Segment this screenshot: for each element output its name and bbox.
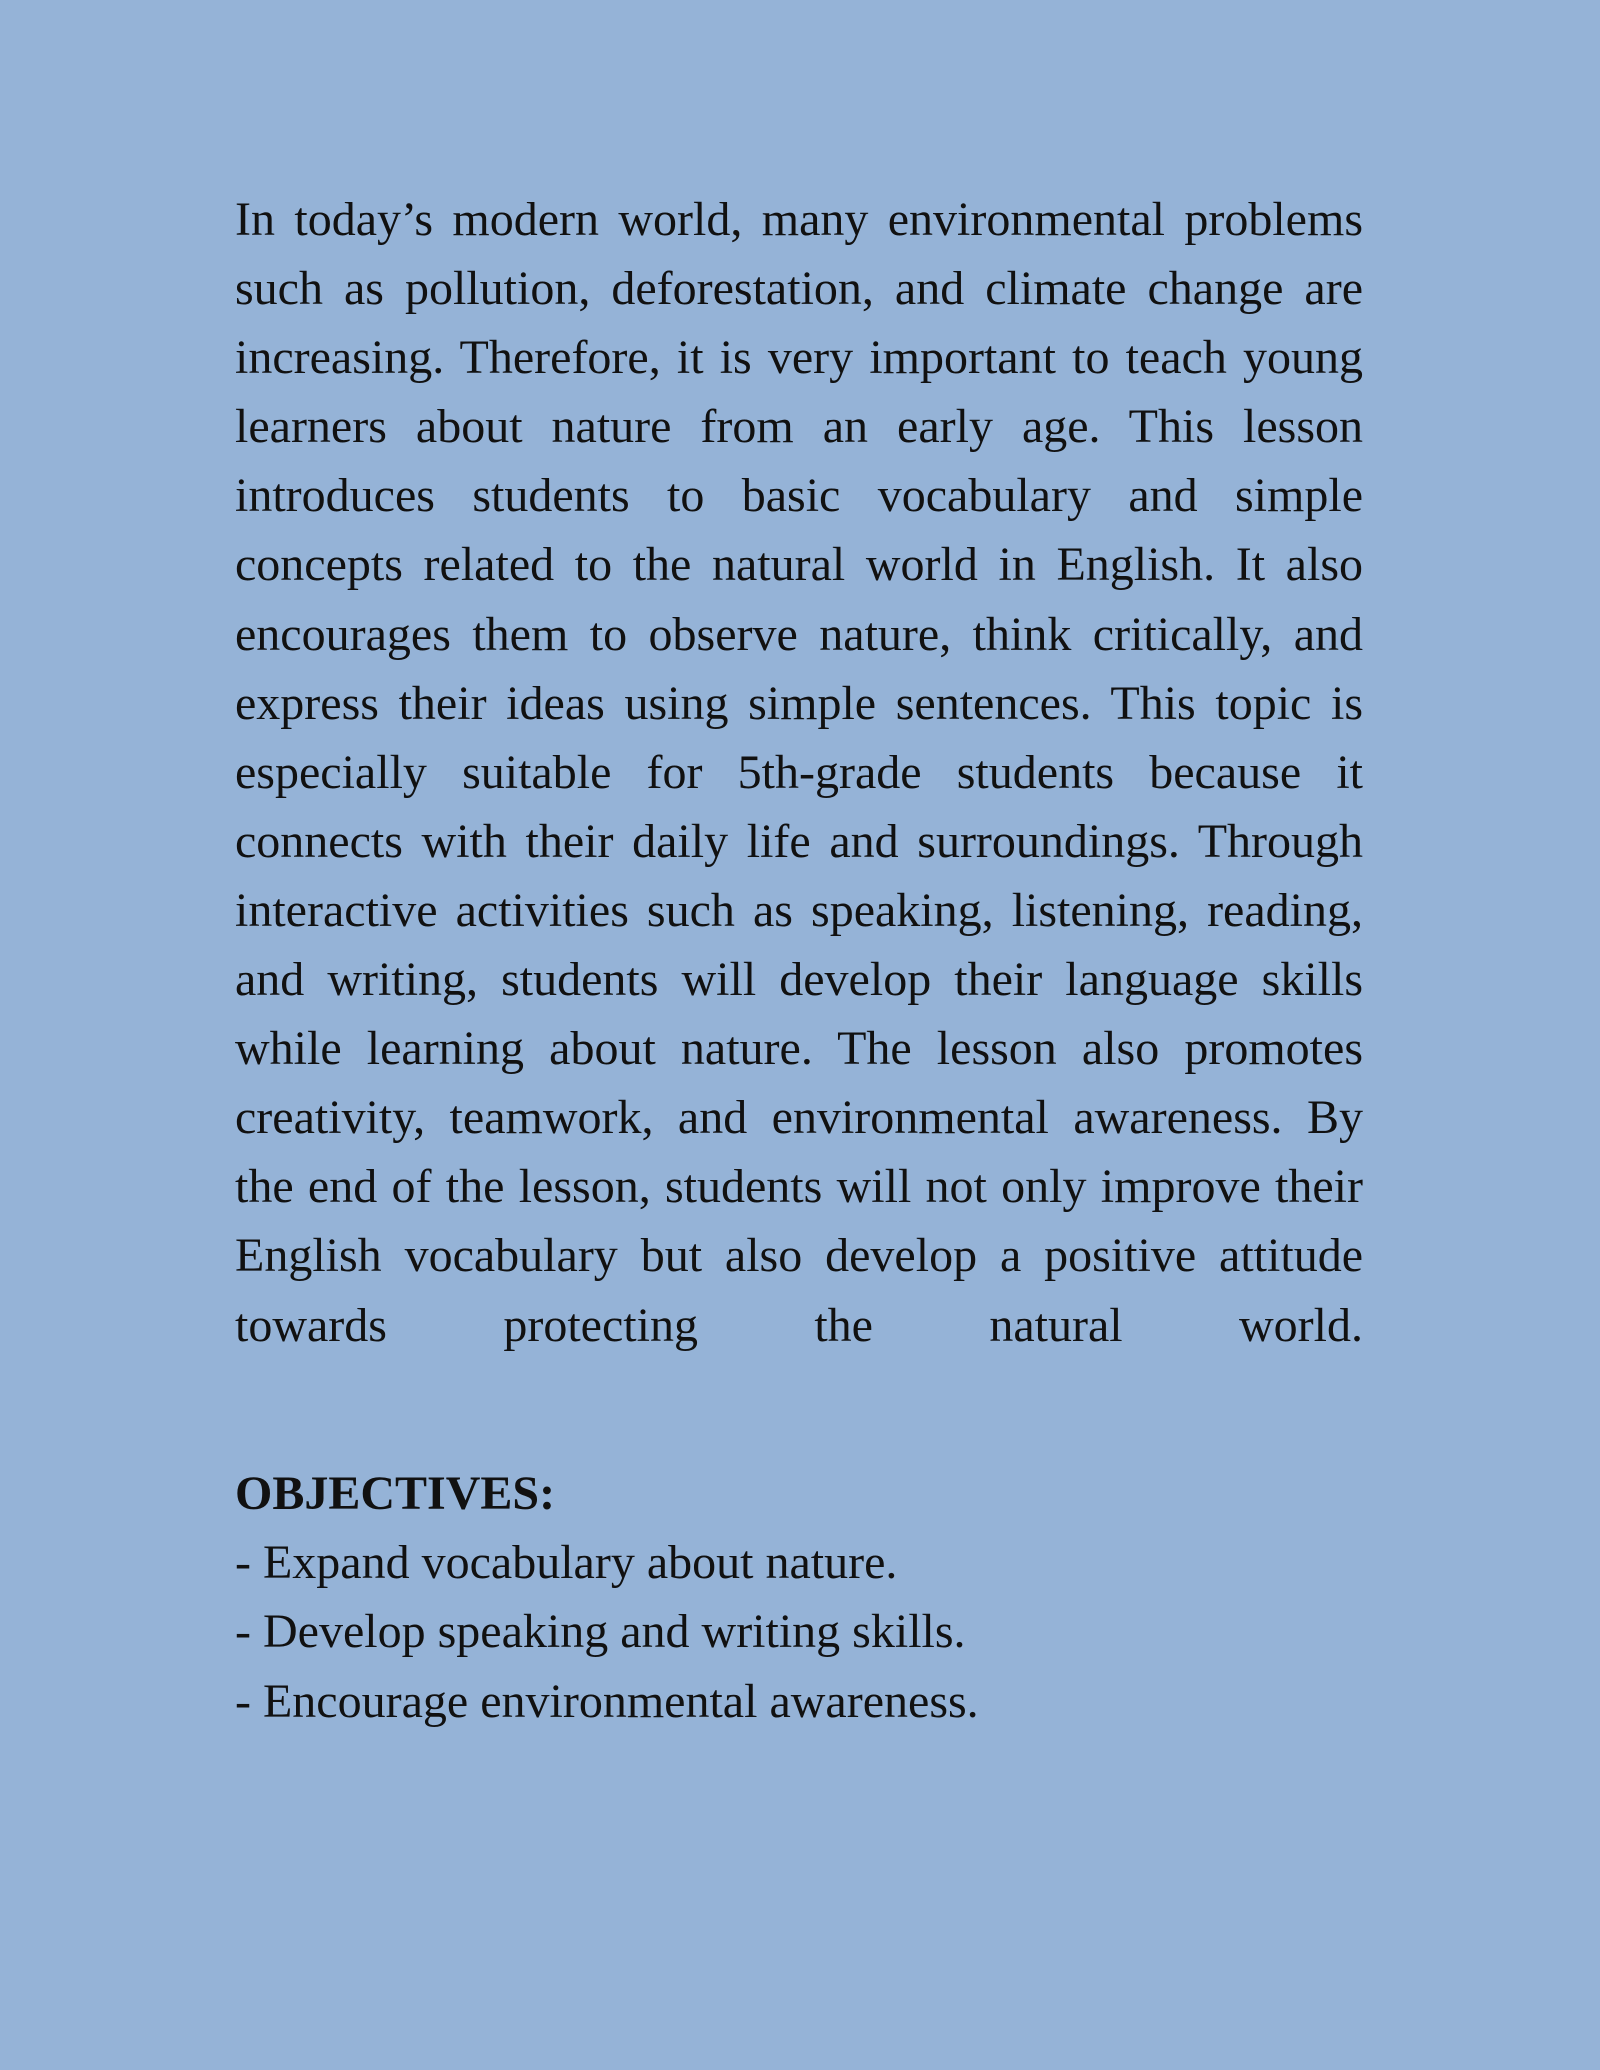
objectives-heading: OBJECTIVES: xyxy=(235,1466,556,1520)
objectives-section xyxy=(235,1459,1363,1737)
objective-item: - Develop speaking and writing skills. xyxy=(235,1605,966,1659)
intro-paragraph: In today’s modern world, many environmental problems such as pollution, deforestation, and climate change are increasing. Therefore, it is very important to teach young learners about nature from an early age. This lesson introduces students to basic vocabulary and simple concepts related to the natural world in English. It also encourages them to observe nature, think critically, and express their ideas using simple sentences. This topic is especially suitable for 5th-grade students because it connects with their daily life and surroundings. Through interactive activities such as speaking, listening, reading, and writing, students will develop their language skills while learning about nature. The lesson also promotes creativity, teamwork, and environmental awareness. By the end of the lesson, students will not only improve their English vocabulary but also develop a positive attitude towards protecting the natural world. xyxy=(235,193,1363,1352)
objective-item: - Expand vocabulary about nature. xyxy=(235,1535,898,1589)
objectives-list xyxy=(235,1528,1363,1737)
objective-item: - Encourage environmental awareness. xyxy=(235,1674,979,1728)
document-body xyxy=(235,185,1363,1736)
